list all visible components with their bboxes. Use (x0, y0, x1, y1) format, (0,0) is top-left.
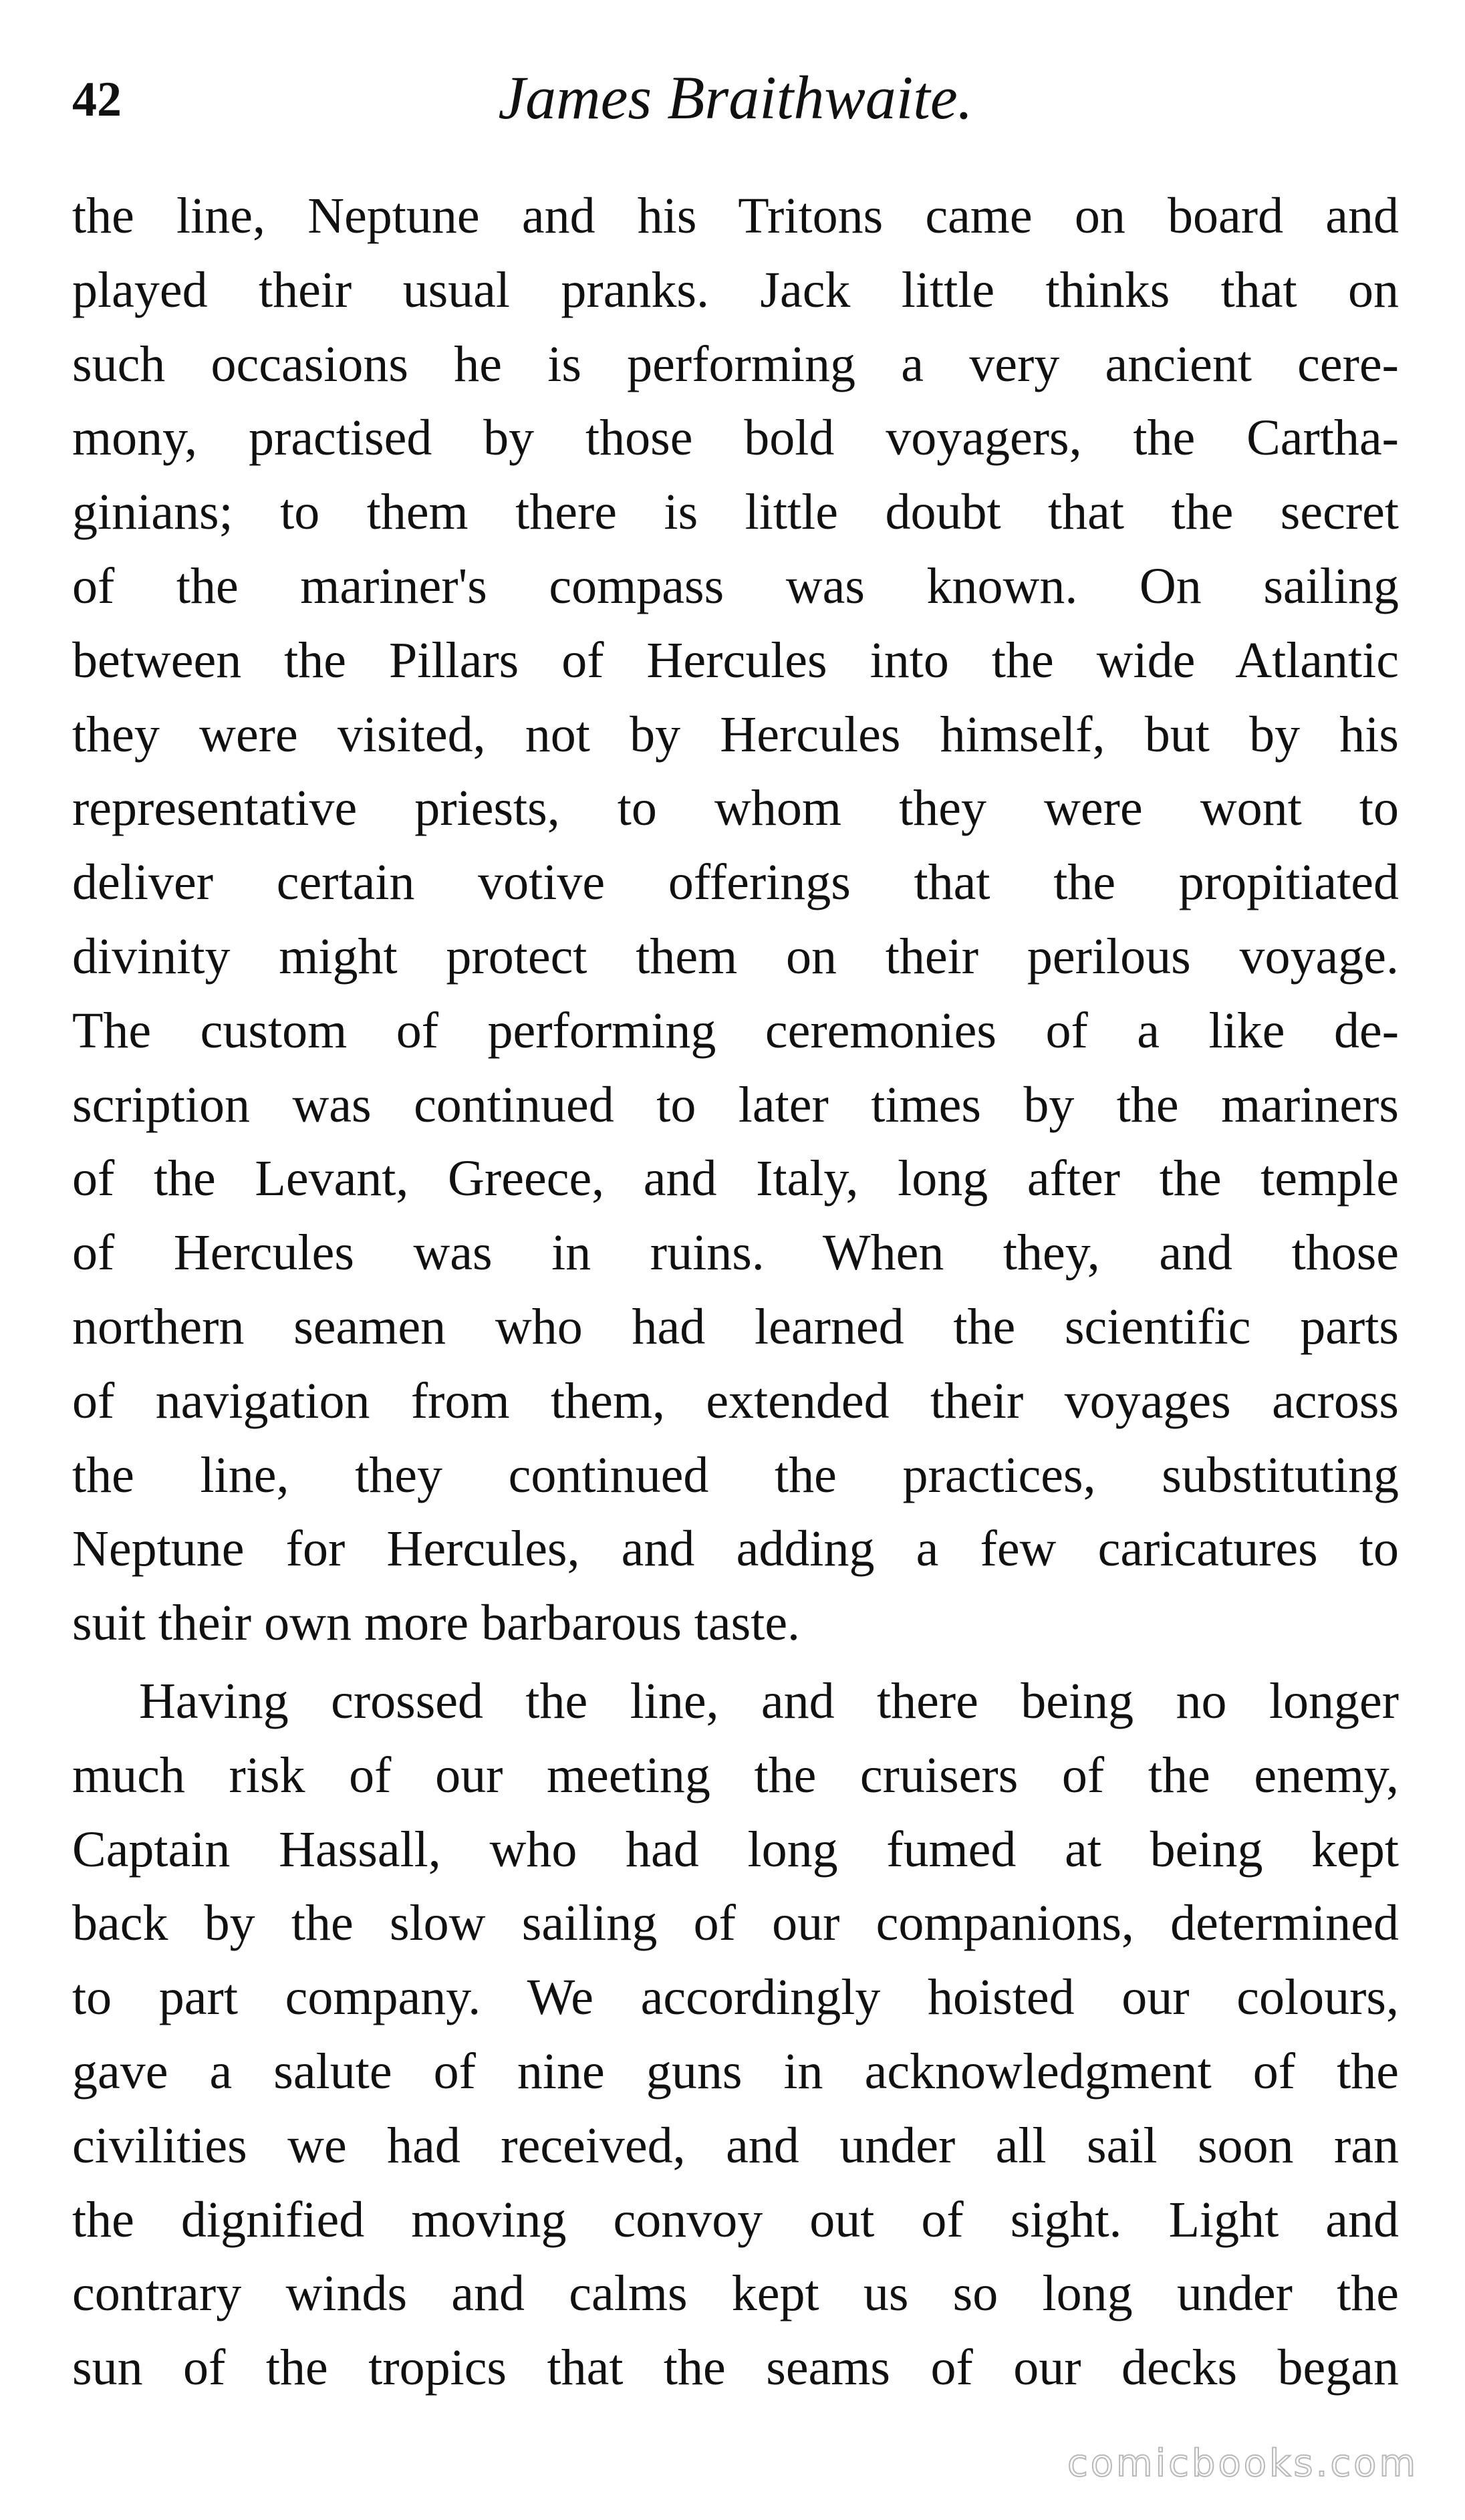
text-line: mony, practised by those bold voyagers, the Cartha- (72, 410, 1399, 467)
text-line: representative priests, to whom they were wont to (72, 780, 1399, 837)
text-line: of the mariner's compass was known. On sailing (72, 557, 1399, 614)
text-line: the line, Neptune and his Tritons came on board and (72, 188, 1399, 244)
running-title: James Braithwaite. (498, 64, 973, 132)
page-number: 42 (72, 72, 122, 127)
text-line: of the Levant, Greece, and Italy, long after the temple (72, 1150, 1399, 1207)
text-line: Neptune for Hercules, and adding a few caricatures to (72, 1521, 1399, 1578)
text-line: the line, they continued the practices, substituting (72, 1446, 1399, 1503)
text-line: northern seamen who had learned the scientific parts (72, 1298, 1399, 1355)
text-line: The custom of performing ceremonies of a like de- (72, 1002, 1399, 1059)
text-line: gave a salute of nine guns in acknowledgment of the (72, 2043, 1399, 2100)
site-watermark: comicbooks.com (1067, 2442, 1418, 2485)
paragraph-1 (72, 179, 1399, 1660)
page-header (72, 64, 1399, 154)
text-line: sun of the tropics that the seams of our decks began (72, 2340, 1399, 2396)
paragraph-2 (72, 1664, 1399, 2405)
text-line: Having crossed the line, and there being no longer (139, 1672, 1399, 1729)
text-line: scription was continued to later times by the mariners (72, 1076, 1399, 1133)
text-line: suit their own more barbarous taste. (72, 1595, 801, 1652)
text-line: back by the slow sailing of our companions, determined (72, 1895, 1399, 1952)
text-line: of navigation from them, extended their voyages across (72, 1372, 1399, 1429)
text-line: played their usual pranks. Jack little thinks that on (72, 261, 1399, 318)
text-line: the dignified moving convoy out of sight. Light and (72, 2191, 1399, 2248)
text-line: such occasions he is performing a very ancient cere- (72, 336, 1399, 392)
text-line: between the Pillars of Hercules into the wide Atlantic (72, 632, 1399, 688)
text-line: contrary winds and calms kept us so long under the (72, 2265, 1399, 2322)
text-line: of Hercules was in ruins. When they, and those (72, 1225, 1399, 1281)
body-text (72, 179, 1399, 2396)
text-line: divinity might protect them on their perilous voyage. (72, 928, 1399, 985)
text-line: deliver certain votive offerings that the propitiated (72, 854, 1399, 911)
text-line: Captain Hassall, who had long fumed at being kept (72, 1821, 1399, 1878)
text-line: they were visited, not by Hercules himself, but by his (72, 706, 1399, 763)
text-line: much risk of our meeting the cruisers of the enemy, (72, 1747, 1399, 1803)
text-line: civilities we had received, and under all sail soon ran (72, 2117, 1399, 2174)
text-line: to part company. We accordingly hoisted our colours, (72, 1969, 1399, 2026)
text-line: ginians; to them there is little doubt that the secret (72, 484, 1399, 541)
